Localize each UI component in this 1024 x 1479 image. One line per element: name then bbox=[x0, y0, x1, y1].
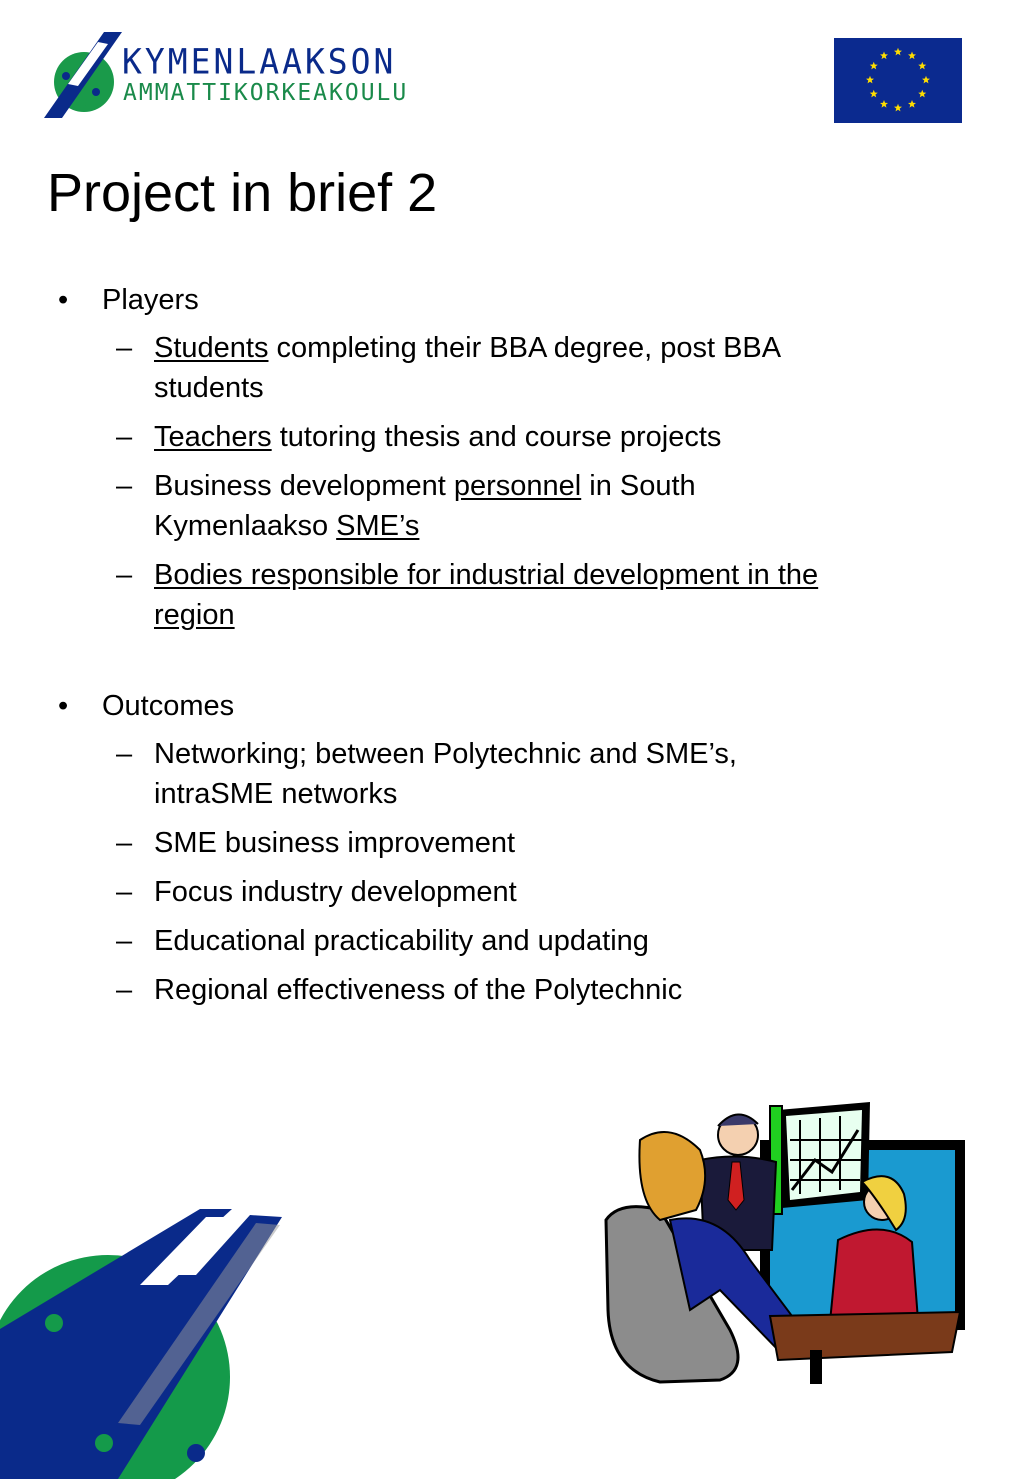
dash-mark: – bbox=[116, 925, 133, 957]
students-link[interactable]: Students bbox=[154, 332, 269, 364]
dash-mark: – bbox=[116, 421, 133, 453]
teachers-text: tutoring thesis and course projects bbox=[271, 421, 722, 453]
players-heading: Players bbox=[102, 284, 199, 316]
logo-text-line1: KYMENLAAKSON bbox=[122, 41, 397, 82]
outcome-item bbox=[58, 921, 858, 961]
logo-corner-graphic bbox=[0, 1205, 290, 1479]
dash-mark: – bbox=[116, 332, 133, 364]
bullet-mark: • bbox=[58, 690, 69, 722]
business-pre-text: Business development bbox=[154, 470, 454, 502]
business-mid-text: in South Kymenlaakso bbox=[154, 470, 696, 542]
sub-item-teachers bbox=[58, 417, 858, 457]
outcome-text: SME business improvement bbox=[154, 827, 516, 859]
kyamk-logo bbox=[44, 32, 409, 122]
sub-item-business-personnel bbox=[58, 466, 858, 546]
outcome-item bbox=[58, 734, 858, 814]
outcome-item bbox=[58, 970, 858, 1010]
dash-mark: – bbox=[116, 470, 133, 502]
kyamk-logo-icon bbox=[44, 32, 124, 122]
bodies-link[interactable]: Bodies responsible for industrial development in the region bbox=[154, 559, 819, 631]
eu-flag-icon bbox=[834, 38, 962, 123]
outcome-text: Regional effectiveness of the Polytechnic bbox=[154, 974, 683, 1006]
outcome-text: Networking; between Polytechnic and SME’s, intraSME networks bbox=[154, 738, 737, 810]
outcome-item bbox=[58, 872, 858, 912]
outcomes-heading: Outcomes bbox=[102, 690, 235, 722]
students-text: completing their BBA degree, post BBA students bbox=[154, 332, 780, 404]
slide-content bbox=[58, 280, 858, 1019]
page-title: Project in brief 2 bbox=[47, 163, 438, 223]
sub-item-students bbox=[58, 328, 858, 408]
smes-link[interactable]: SME’s bbox=[336, 510, 420, 542]
dash-mark: – bbox=[116, 827, 133, 859]
personnel-link[interactable]: personnel bbox=[453, 470, 582, 502]
dash-mark: – bbox=[116, 559, 133, 591]
bullet-players bbox=[58, 280, 858, 320]
outcome-text: Educational practicability and updating bbox=[154, 925, 649, 957]
business-meeting-clipart bbox=[600, 1090, 970, 1390]
outcome-text: Focus industry development bbox=[154, 876, 517, 908]
teachers-link[interactable]: Teachers bbox=[154, 421, 272, 453]
sub-item-bodies bbox=[58, 555, 858, 635]
dash-mark: – bbox=[116, 738, 133, 770]
bullet-outcomes bbox=[58, 686, 858, 726]
dash-mark: – bbox=[116, 876, 133, 908]
logo-text-line2: AMMATTIKORKEAKOULU bbox=[123, 80, 409, 106]
dash-mark: – bbox=[116, 974, 133, 1006]
outcome-item bbox=[58, 823, 858, 863]
bullet-mark: • bbox=[58, 284, 69, 316]
